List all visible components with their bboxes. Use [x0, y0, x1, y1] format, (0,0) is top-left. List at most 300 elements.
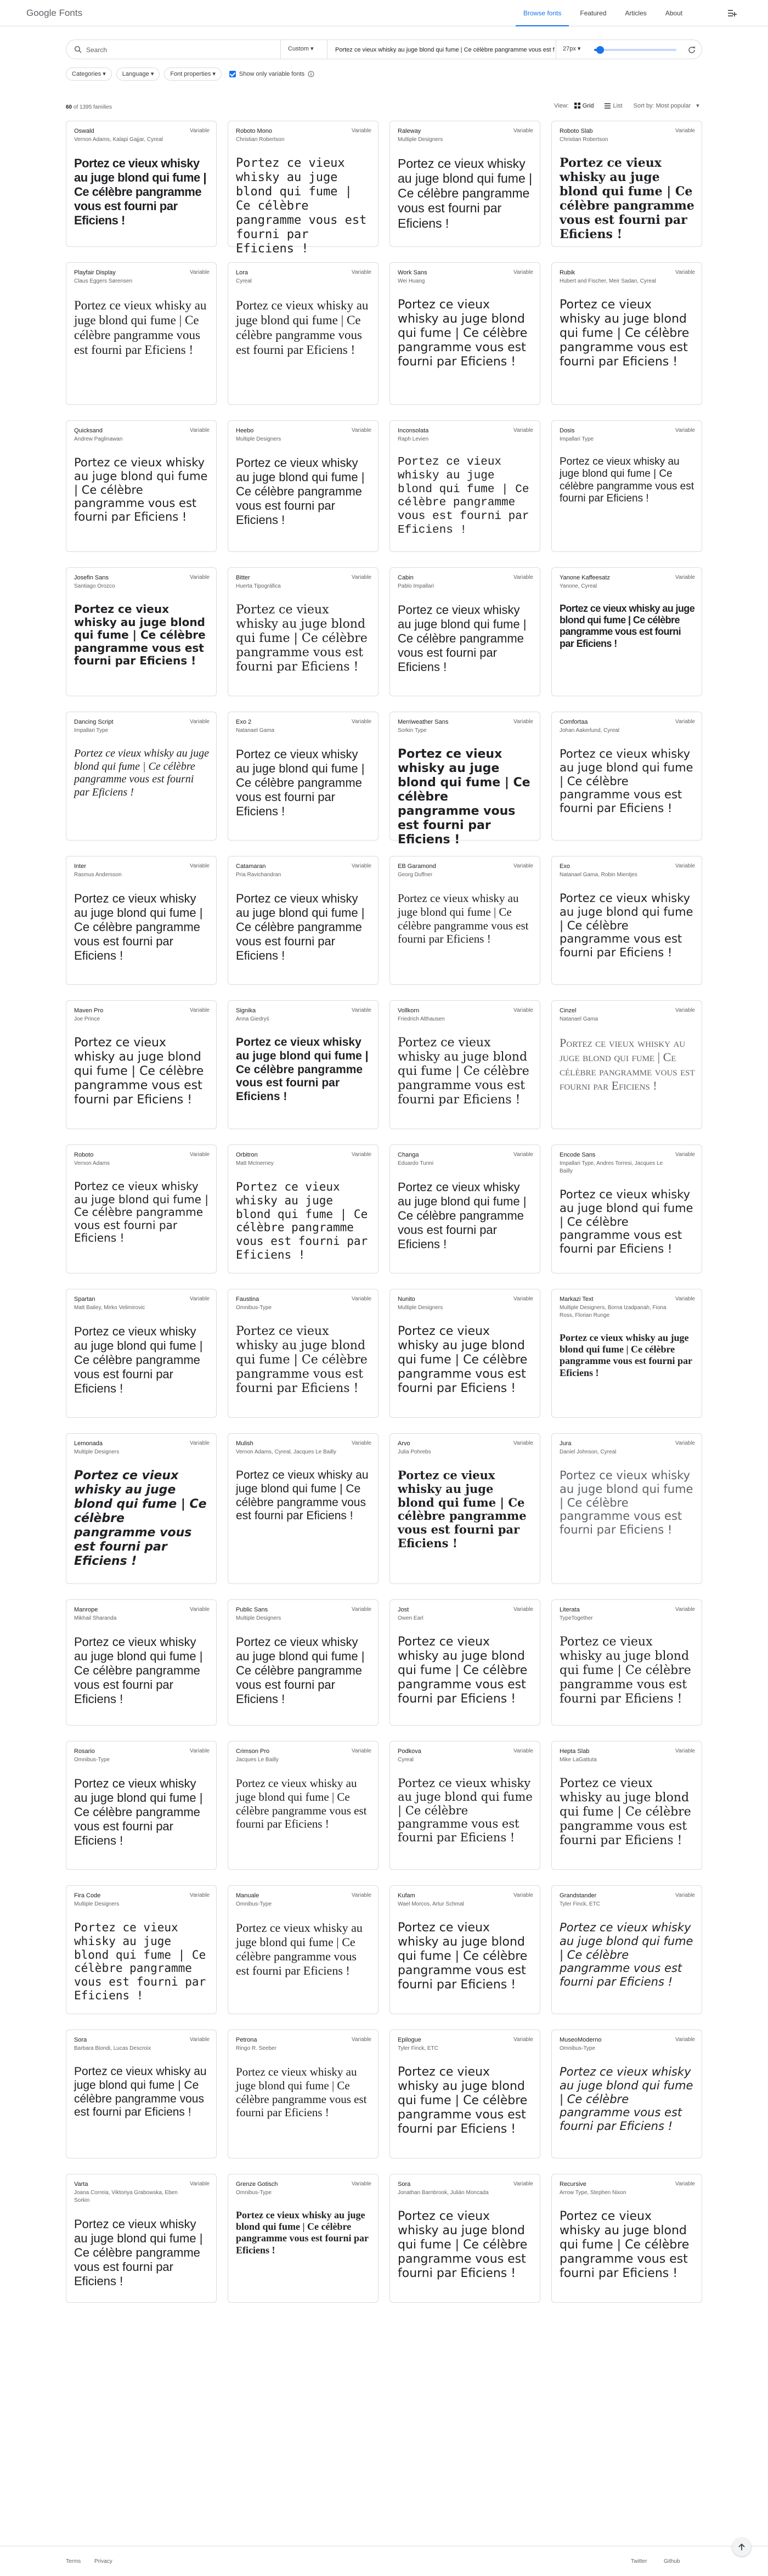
font-card[interactable]: [551, 856, 702, 985]
font-card-designer: Multiple Designers: [398, 137, 443, 143]
font-card-sample: Portez ce vieux whisky au juge blond qui fume | Ce célèbre pangramme vous est fourni par Eficiens !: [236, 2209, 369, 2256]
font-card-badge: Variable: [190, 1007, 210, 1013]
font-card-designer: Christian Robertson: [560, 137, 608, 143]
logo-product: Fonts: [59, 8, 83, 18]
font-card-badge: Variable: [513, 1007, 533, 1013]
font-card-badge: Variable: [352, 1296, 371, 1302]
footer-privacy-link[interactable]: Privacy: [94, 2558, 112, 2564]
variable-fonts-label: Show only variable fonts: [239, 71, 305, 77]
font-card-designer: Eduardo Tunni: [398, 1160, 434, 1166]
font-card-designer: Jonathan Barnbrook, Julián Moncada: [398, 2190, 489, 2196]
language-label: Language: [122, 71, 149, 77]
font-card-name: Inconsolata: [398, 427, 429, 434]
font-card-badge: Variable: [675, 863, 695, 869]
font-card-name: Varta: [74, 2181, 88, 2188]
font-card-name: Petrona: [236, 2037, 257, 2043]
sort-value: Sort by: Most popular: [633, 102, 691, 109]
language-filter[interactable]: [116, 67, 160, 81]
footer-github-link[interactable]: Github: [664, 2558, 680, 2564]
font-card-badge: Variable: [675, 269, 695, 275]
font-card-designer: Omnibus-Type: [236, 1901, 272, 1907]
font-card-name: Catamaran: [236, 863, 266, 870]
font-card[interactable]: [389, 1599, 540, 1726]
font-card-sample: Portez ce vieux whisky au juge blond qui fume | Ce célèbre pangramme vous est fourni par Eficiens !: [236, 1036, 369, 1103]
font-card-sample: Portez ce vieux whisky au juge blond qui fume | Ce célèbre pangramme vous est fourni par Eficiens !: [560, 2065, 693, 2133]
nav-browse-fonts[interactable]: Browse fonts: [516, 0, 569, 26]
font-card[interactable]: [551, 1741, 702, 1870]
font-card-designer: Multiple Designers: [236, 1615, 281, 1621]
view-controls: [554, 102, 710, 109]
footer: [0, 2546, 768, 2576]
font-card[interactable]: [66, 2030, 217, 2158]
arrow-up-icon: [737, 2543, 746, 2551]
font-card-badge: Variable: [190, 719, 210, 725]
font-card-designer: Natanael Gama: [560, 1016, 598, 1022]
font-card[interactable]: [551, 2174, 702, 2303]
font-card-badge: Variable: [675, 1607, 695, 1613]
font-card[interactable]: [551, 420, 702, 552]
font-card-sample: Portez ce vieux whisky au juge blond qui fume | Ce célèbre pangramme vous est fourni par Eficiens !: [74, 1469, 207, 1568]
font-card-designer: Daniel Johnson, Cyreal: [560, 1449, 617, 1455]
font-card-badge: Variable: [513, 1296, 533, 1302]
font-card-name: Podkova: [398, 1748, 421, 1755]
font-card-name: MuseoModerno: [560, 2037, 602, 2043]
font-card-designer: Multiple Designers: [74, 1449, 120, 1455]
font-card[interactable]: [66, 856, 217, 985]
font-card[interactable]: [66, 1599, 217, 1726]
font-card-sample: Portez ce vieux whisky au juge blond qui fume | Ce célèbre pangramme vous est fourni par Eficiens !: [236, 456, 365, 527]
font-card-name: Mulish: [236, 1440, 253, 1447]
font-card-name: Maven Pro: [74, 1007, 104, 1014]
font-card-designer: Mike LaGattuta: [560, 1757, 597, 1763]
font-card-designer: Mikhail Sharanda: [74, 1615, 117, 1621]
font-card-name: Quicksand: [74, 427, 103, 434]
font-card-designer: Johan Aakerlund, Cyreal: [560, 728, 619, 734]
font-card-badge: Variable: [513, 1748, 533, 1754]
font-card-badge: Variable: [352, 427, 371, 433]
selected-families-icon[interactable]: [727, 8, 737, 18]
font-card-designer: Impallari Type, Andres Torresi, Jacques Le Bailly: [560, 1160, 663, 1174]
footer-twitter-link[interactable]: Twitter: [631, 2558, 647, 2564]
font-card[interactable]: [551, 567, 702, 696]
font-card-sample: Portez ce vieux whisky au juge blond qui fume | Ce célèbre pangramme vous est fourni par Eficiens !: [560, 1188, 693, 1256]
font-card-designer: Omnibus-Type: [74, 1757, 110, 1763]
font-card-badge: Variable: [675, 1440, 695, 1446]
nav-articles[interactable]: Articles: [625, 9, 647, 17]
font-card[interactable]: [389, 1741, 540, 1870]
font-card[interactable]: [66, 712, 217, 841]
font-card[interactable]: [228, 420, 379, 552]
font-card-sample: Portez ce vieux whisky au juge blond qui fume | Ce célèbre pangramme vous est fourni par Eficiens !: [560, 1777, 691, 1847]
font-card-badge: Variable: [513, 2181, 533, 2187]
font-card-sample: Portez ce vieux whisky au juge blond qui fume | Ce célèbre pangramme vous est fourni par Eficiens !: [560, 1635, 691, 1706]
font-card-name: Exo 2: [236, 719, 252, 725]
font-card-badge: Variable: [352, 1152, 371, 1158]
font-card-badge: Variable: [513, 863, 533, 869]
font-card-designer: Multiple Designers: [236, 436, 281, 442]
font-card-name: Work Sans: [398, 269, 427, 276]
font-card-sample: Portez ce vieux whisky au juge blond qui fume | Ce célèbre pangramme vous est fourni par Eficiens !: [398, 1635, 528, 1706]
font-card[interactable]: [228, 856, 379, 985]
font-card-badge: Variable: [190, 1440, 210, 1446]
font-card[interactable]: [66, 2174, 217, 2303]
font-card[interactable]: [389, 1000, 540, 1129]
font-card[interactable]: [551, 1000, 702, 1129]
font-card-badge: Variable: [675, 1296, 695, 1302]
font-card-sample: Portez ce vieux whisky au juge blond qui fume | Ce célèbre pangramme vous est fourni par Eficiens !: [398, 1468, 527, 1550]
font-card-name: Arvo: [398, 1440, 410, 1447]
font-card-badge: Variable: [352, 269, 371, 275]
font-card-badge: Variable: [352, 1892, 371, 1898]
preview-mode-select[interactable]: [288, 45, 314, 52]
font-card-name: Manuale: [236, 1892, 259, 1899]
font-card[interactable]: [228, 567, 379, 696]
font-card-name: Lemonada: [74, 1440, 103, 1447]
search-icon: [74, 46, 82, 53]
font-card[interactable]: [66, 1885, 217, 2014]
font-card-name: Jost: [398, 1607, 409, 1613]
grid-icon: [574, 103, 580, 109]
font-card-sample: Portez ce vieux whisky au juge blond qui fume | Ce célèbre pangramme vous est fourni par Eficiens !: [236, 1635, 365, 1706]
footer-terms-link[interactable]: Terms: [66, 2558, 81, 2564]
font-card-sample: Portez ce vieux whisky au juge blond qui fume | Ce célèbre pangramme vous est fourni par Eficiens !: [560, 892, 693, 960]
font-card-badge: Variable: [513, 1892, 533, 1898]
font-card-badge: Variable: [190, 1607, 210, 1613]
font-card-designer: Pria Ravichandran: [236, 872, 281, 878]
font-card[interactable]: [389, 856, 540, 985]
font-card-sample: Portez ce vieux whisky au juge blond qui fume | Ce célèbre pangramme vous est fourni par Eficiens !: [398, 2209, 528, 2280]
font-card-badge: Variable: [352, 574, 371, 580]
font-card[interactable]: [389, 1145, 540, 1273]
font-card-badge: Variable: [190, 863, 210, 869]
font-card-sample: Portez ce vieux whisky au juge blond qui fume | Ce célèbre pangramme vous est fourni par Eficiens !: [74, 1921, 206, 2002]
list-icon: [605, 103, 611, 109]
font-card-sample: Portez ce vieux whisky au juge blond qui fume | Ce célèbre pangramme vous est fourni par Eficiens !: [74, 2217, 203, 2288]
font-card[interactable]: [228, 121, 379, 256]
font-card-name: Dancing Script: [74, 719, 114, 725]
font-card[interactable]: [389, 262, 540, 405]
font-card-sample: Portez ce vieux whisky au juge blond qui fume | Ce célèbre pangramme vous est fourni par Eficiens !: [398, 1324, 528, 1395]
font-card-designer: Ringo R. Seeber: [236, 2045, 276, 2051]
font-card-sample: Portez ce vieux whisky au juge blond qui fume | Ce célèbre pangramme vous est fourni par Eficiens !: [560, 1332, 692, 1378]
font-card-badge: Variable: [675, 427, 695, 433]
font-card-sample: Portez ce vieux whisky au juge blond qui fume | Ce célèbre pangramme vous est fourni par Eficiens !: [74, 747, 210, 798]
font-card-sample: Portez ce vieux whisky au juge blond qui fume | Ce célèbre pangramme vous est fourni par Eficiens !: [74, 1635, 203, 1706]
search-toolbar: [66, 40, 702, 59]
font-card-sample: Portez ce vieux whisky au juge blond qui fume | Ce célèbre pangramme vous est fourni par Eficiens !: [560, 298, 690, 369]
chevron-down-icon: ▾: [103, 71, 106, 77]
font-card-designer: Andrew Paglinawan: [74, 436, 123, 442]
font-properties-label: Font properties: [170, 71, 211, 77]
font-card[interactable]: [228, 1289, 379, 1418]
font-card-sample: Portez ce vieux whisky au juge blond qui fume | Ce célèbre pangramme vous est fourni par Eficiens !: [74, 1324, 203, 1395]
font-card[interactable]: [551, 1289, 702, 1418]
chevron-down-icon: ▾: [212, 71, 216, 77]
font-card-name: Roboto: [74, 1152, 94, 1158]
font-card-name: Bitter: [236, 574, 250, 581]
font-card[interactable]: [228, 2030, 379, 2158]
font-card-sample: Portez ce vieux whisky au juge blond qui fume | Ce célèbre pangramme vous est fourni par Eficiens !: [236, 747, 365, 818]
grid-view-button[interactable]: [574, 103, 600, 109]
nav-about[interactable]: About: [665, 9, 683, 17]
font-card[interactable]: [389, 2030, 540, 2158]
font-card-name: Signika: [236, 1007, 256, 1014]
variable-fonts-toggle[interactable]: [229, 71, 314, 77]
font-card-badge: Variable: [513, 574, 533, 580]
chevron-down-icon: ▾: [696, 103, 699, 109]
info-icon[interactable]: [308, 71, 314, 77]
font-card[interactable]: [551, 1433, 702, 1584]
list-view-button[interactable]: [605, 103, 628, 109]
font-card[interactable]: [389, 420, 540, 552]
font-card-name: Rosario: [74, 1748, 95, 1755]
font-card-name: Recursive: [560, 2181, 586, 2188]
font-card-name: Manrope: [74, 1607, 98, 1613]
font-card-sample: Portez ce vieux whisky au juge blond qui fume | Ce célèbre pangramme vous est fourni par Eficiens !: [74, 456, 208, 524]
font-card-name: Comfortaa: [560, 719, 588, 725]
font-card-name: Markazi Text: [560, 1296, 594, 1303]
font-card-name: Roboto Slab: [560, 128, 593, 134]
results-count: [66, 104, 112, 110]
font-size-value: 27px: [563, 46, 576, 52]
font-card-badge: Variable: [190, 2037, 210, 2043]
font-card-badge: Variable: [190, 2181, 210, 2187]
font-card-name: Hepta Slab: [560, 1748, 590, 1755]
font-card-sample: Portez ce vieux whisky au juge blond qui fume | Ce célèbre pangramme vous est fourni par Eficiens !: [74, 2065, 207, 2119]
font-card-name: Fira Code: [74, 1892, 101, 1899]
font-card-name: Dosis: [560, 427, 575, 434]
font-card-sample: Portez ce vieux whisky au juge blond qui fume | Ce célèbre pangramme vous est fourni par Eficiens !: [398, 747, 530, 847]
font-card-designer: TypeTogether: [560, 1615, 593, 1621]
font-card-sample: Portez ce vieux whisky au juge blond qui fume | Ce célèbre pangramme vous est fourni par Eficiens !: [74, 1777, 203, 1847]
font-card-badge: Variable: [190, 427, 210, 433]
font-card-sample: Portez ce vieux whisky au juge blond qui fume | Ce célèbre pangramme vous est fourni par Eficiens !: [236, 1469, 369, 1523]
back-to-top-button[interactable]: [732, 2538, 751, 2556]
font-card-badge: Variable: [513, 427, 533, 433]
sort-select[interactable]: [634, 102, 705, 109]
font-card-badge: Variable: [675, 2037, 695, 2043]
font-card[interactable]: [228, 1000, 379, 1129]
font-card-designer: Jacques Le Bailly: [236, 1757, 279, 1763]
font-card-badge: Variable: [352, 1607, 371, 1613]
font-card-badge: Variable: [190, 1748, 210, 1754]
font-card-designer: Impallari Type: [560, 436, 594, 442]
font-card[interactable]: [66, 121, 217, 247]
font-card[interactable]: [551, 2030, 702, 2158]
font-card-sample: Portez ce vieux whisky au juge blond qui fume | Ce célèbre pangramme vous est fourni par Eficiens !: [560, 747, 693, 815]
font-card-badge: Variable: [675, 2181, 695, 2187]
font-card[interactable]: [389, 1433, 540, 1584]
font-card-name: Lora: [236, 269, 249, 276]
font-card[interactable]: [228, 1145, 379, 1273]
font-card[interactable]: [389, 121, 540, 247]
font-card-badge: Variable: [190, 1296, 210, 1302]
font-card-badge: Variable: [513, 269, 533, 275]
font-card-sample: Portez ce vieux whisky au juge blond qui fume | Ce célèbre pangramme vous est fourni par Eficiens !: [236, 892, 365, 962]
font-card-name: Heebo: [236, 427, 254, 434]
font-card-sample: Portez ce vieux whisky au juge blond qui fume | Ce célèbre pangramme vous est fourni par Eficiens !: [398, 892, 529, 946]
font-card-name: Changa: [398, 1152, 419, 1158]
font-card-name: Vollkorn: [398, 1007, 420, 1014]
font-card-name: Yanone Kaffeesatz: [560, 574, 610, 581]
font-card-sample: Portez ce vieux whisky au juge blond qui fume | Ce célèbre pangramme vous est fourni par Eficiens !: [560, 156, 694, 241]
font-card-sample: Portez ce vieux whisky au juge blond qui fume | Ce célèbre pangramme vous est fourni par Eficiens !: [398, 1180, 527, 1251]
chevron-down-icon: ▾: [150, 71, 154, 77]
font-card-badge: Variable: [513, 719, 533, 725]
font-card-name: Sora: [398, 2181, 411, 2188]
font-size-slider[interactable]: [594, 49, 676, 51]
font-card-name: Oswald: [74, 128, 94, 134]
font-card-designer: Joe Prince: [74, 1016, 100, 1022]
font-card-designer: Natanael Gama, Robin Mientjes: [560, 872, 637, 878]
slider-handle[interactable]: [596, 46, 604, 54]
font-card-name: Roboto Mono: [236, 128, 273, 134]
font-card-badge: Variable: [352, 863, 371, 869]
font-card-name: EB Garamond: [398, 863, 436, 870]
font-card-designer: Sorkin Type: [398, 728, 427, 734]
nav-featured[interactable]: Featured: [580, 9, 607, 17]
font-card-sample: Portez ce vieux whisky au juge blond qui fume | Ce célèbre pangramme vous est fourni par Eficiens !: [560, 1469, 693, 1537]
filter-bar: [66, 67, 314, 81]
font-card-name: Inter: [74, 863, 87, 870]
font-card[interactable]: [228, 262, 379, 405]
font-card[interactable]: [66, 1433, 217, 1584]
font-card-badge: Variable: [352, 1440, 371, 1446]
font-card[interactable]: [66, 1289, 217, 1418]
variable-fonts-checkbox[interactable]: [229, 71, 236, 77]
font-card-designer: Claus Eggers Sørensen: [74, 278, 133, 284]
font-card[interactable]: [66, 420, 217, 552]
font-card[interactable]: [389, 1289, 540, 1418]
font-card-designer: Tyler Finck, ETC: [398, 2045, 438, 2051]
preview-text-input[interactable]: [335, 44, 555, 55]
font-card-designer: Friedrich Althausen: [398, 1016, 445, 1022]
font-card[interactable]: [228, 1741, 379, 1870]
font-card-name: Cinzel: [560, 1007, 577, 1014]
font-card-badge: Variable: [675, 1748, 695, 1754]
font-card-sample: Portez ce vieux whisky au juge blond qui fume | Ce célèbre pangramme vous est fourni par Eficiens !: [236, 1777, 367, 1831]
font-card[interactable]: [551, 262, 702, 405]
font-card-designer: Owen Earl: [398, 1615, 423, 1621]
font-card[interactable]: [551, 1885, 702, 2014]
font-card[interactable]: [228, 1433, 379, 1584]
chevron-down-icon: ▾: [577, 46, 581, 52]
font-card-designer: Natanael Gama: [236, 728, 275, 734]
font-card[interactable]: [551, 121, 702, 247]
categories-label: Categories: [72, 71, 101, 77]
font-card-sample: Portez ce vieux whisky au juge blond qui fume | Ce célèbre pangramme vous est fourni par Eficiens !: [398, 1777, 533, 1845]
main-nav: [516, 0, 693, 26]
font-card-sample: Portez ce vieux whisky au juge blond qui fume | Ce célèbre pangramme vous est fourni par Eficiens !: [236, 1180, 368, 1261]
font-card-name: Merriweather Sans: [398, 719, 449, 725]
font-properties-filter[interactable]: [164, 67, 222, 81]
font-card-name: Crimson Pro: [236, 1748, 270, 1755]
font-card-badge: Variable: [190, 269, 210, 275]
font-card-name: Encode Sans: [560, 1152, 596, 1158]
font-card-sample: Portez ce vieux whisky au juge blond qui fume | Ce célèbre pangramme vous est fourni par Eficiens !: [74, 602, 206, 668]
font-card[interactable]: [66, 567, 217, 696]
font-card[interactable]: [66, 262, 217, 405]
font-card-badge: Variable: [190, 574, 210, 580]
results-number: 60: [66, 104, 72, 110]
font-card-badge: Variable: [352, 2037, 371, 2043]
font-card-badge: Variable: [513, 1152, 533, 1158]
font-card[interactable]: [389, 712, 540, 847]
refresh-icon[interactable]: [687, 46, 696, 54]
font-card[interactable]: [551, 1599, 702, 1726]
font-card-designer: Tyler Finck, ETC: [560, 1901, 600, 1907]
font-card[interactable]: [66, 1000, 217, 1129]
font-card-sample: Portez ce vieux whisky au juge blond qui fume | Ce célèbre pangramme vous est fourni par Eficiens !: [398, 456, 529, 537]
categories-filter[interactable]: [66, 67, 112, 81]
font-card-designer: Omnibus-Type: [236, 2190, 272, 2196]
font-card[interactable]: [389, 567, 540, 696]
font-card-designer: Wei Huang: [398, 278, 425, 284]
font-card-designer: Huerta Tipográfica: [236, 583, 281, 589]
font-card-name: Exo: [560, 863, 570, 870]
font-card-badge: Variable: [675, 128, 695, 134]
font-card-badge: Variable: [352, 2181, 371, 2187]
font-card[interactable]: [551, 712, 702, 841]
font-card-designer: Matt McInerney: [236, 1160, 274, 1166]
font-card-designer: Omnibus-Type: [236, 1305, 272, 1311]
font-card-sample: Portez ce vieux whisky au juge blond qui fume | Ce célèbre pangramme vous est fourni par Eficiens !: [398, 603, 527, 674]
font-card-designer: Vernon Adams, Cyreal, Jacques Le Bailly: [236, 1449, 336, 1455]
font-card[interactable]: [228, 712, 379, 841]
font-card-sample: Portez ce vieux whisky au juge blond qui fume | Ce célèbre pangramme vous est fourni par Eficiens !: [236, 2065, 367, 2120]
font-card-name: Jura: [560, 1440, 572, 1447]
font-card-designer: Julia Pohrebs: [398, 1449, 431, 1455]
font-card[interactable]: [66, 1741, 217, 1870]
font-card-name: Rubik: [560, 269, 575, 276]
font-card-designer: Hubert and Fischer, Meir Sadan, Cyreal: [560, 278, 656, 284]
top-bar: [0, 0, 768, 26]
font-card-designer: Raph Levien: [398, 436, 429, 442]
font-card-badge: Variable: [513, 1607, 533, 1613]
font-card-designer: Multiple Designers: [398, 1305, 443, 1311]
font-card-designer: Wael Morcos, Artur Schmal: [398, 1901, 464, 1907]
font-card-badge: Variable: [513, 2037, 533, 2043]
font-card[interactable]: [389, 1885, 540, 2014]
font-card-designer: Rasmus Andersson: [74, 872, 122, 878]
font-card[interactable]: [228, 2174, 379, 2303]
font-size-select[interactable]: [563, 45, 580, 52]
font-card-sample: Portez ce vieux whisky au juge blond qui fume | Ce célèbre pangramme vous est fourni par Eficiens !: [560, 1036, 695, 1092]
font-card-sample: Portez ce vieux whisky au juge blond qui fume | Ce célèbre pangramme vous est fourni par Eficiens !: [74, 298, 207, 357]
font-card-name: Josefin Sans: [74, 574, 109, 581]
grid-view-label: Grid: [582, 102, 594, 109]
font-card-badge: Variable: [352, 1007, 371, 1013]
font-card[interactable]: [389, 2174, 540, 2303]
font-card-designer: Multiple Designers: [74, 1901, 120, 1907]
font-card-badge: Variable: [352, 1748, 371, 1754]
font-card-badge: Variable: [352, 719, 371, 725]
font-card[interactable]: [66, 1145, 217, 1273]
google-fonts-logo[interactable]: [26, 8, 82, 19]
font-card-sample: Portez ce vieux whisky au juge blond qui fume | Ce célèbre pangramme vous est fourni par Eficiens !: [560, 2209, 690, 2280]
font-card-sample: Portez ce vieux whisky au juge blond qui fume | Ce célèbre pangramme vous est fourni par Eficiens !: [560, 456, 694, 505]
font-card-designer: Joana Correia, Viktoriya Grabowska, Eben Sorkin: [74, 2190, 178, 2203]
font-card-sample: Portez ce vieux whisky au juge blond qui fume | Ce célèbre pangramme vous est fourni par Eficiens !: [236, 1921, 363, 1977]
font-card-sample: Portez ce vieux whisky au juge blond qui fume | Ce célèbre pangramme vous est fourni par Eficiens !: [398, 156, 533, 230]
font-card[interactable]: [228, 1885, 379, 2014]
font-card-sample: Portez ce vieux whisky au juge blond qui fume | Ce célèbre pangramme vous est fourni par Eficiens !: [560, 1921, 693, 1989]
font-card-name: Grenze Gotisch: [236, 2181, 278, 2188]
font-card-badge: Variable: [190, 1892, 210, 1898]
search-input[interactable]: [86, 44, 273, 55]
font-card[interactable]: [228, 1599, 379, 1726]
font-card[interactable]: [551, 1145, 702, 1273]
